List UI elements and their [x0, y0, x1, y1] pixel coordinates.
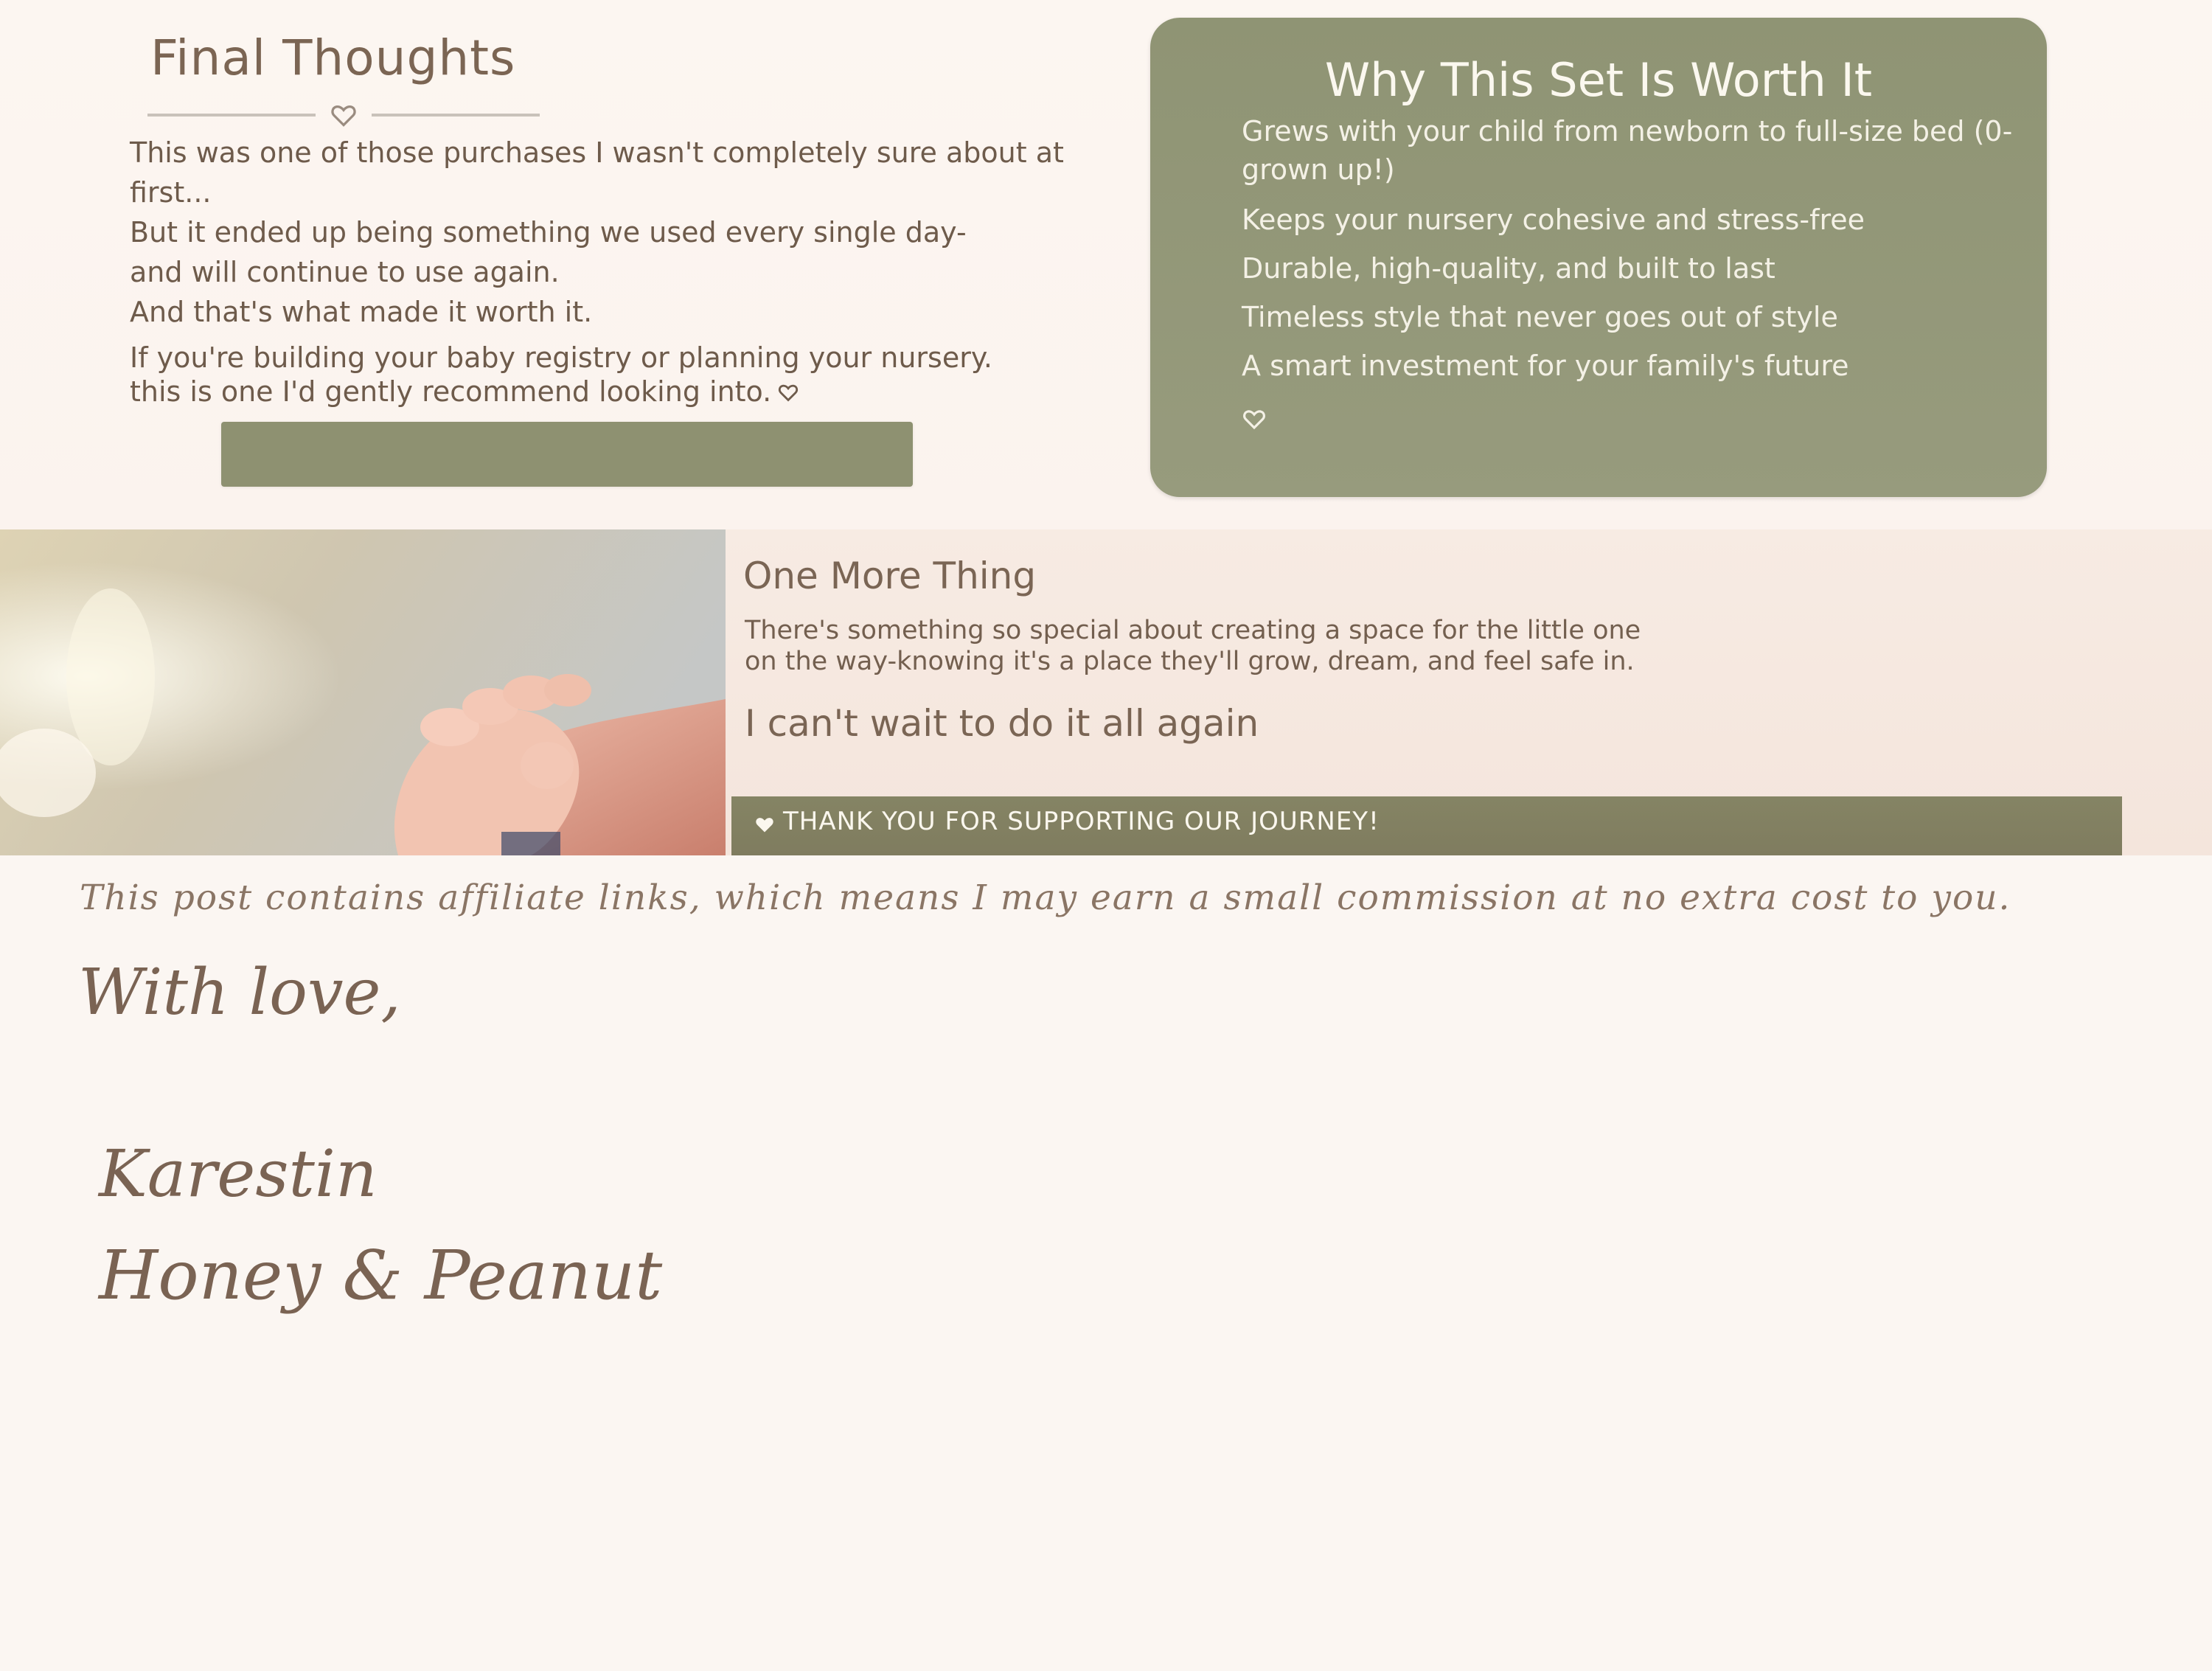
thank-you-text: THANK YOU FOR SUPPORTING OUR JOURNEY!	[783, 807, 1380, 836]
heart-outline-icon	[777, 382, 799, 403]
final-thoughts-paragraph: and will continue to use again.	[130, 256, 560, 288]
final-thoughts-paragraph: this is one I'd gently recommend looking into.	[130, 375, 772, 408]
worth-it-title: Why This Set Is Worth It	[1324, 53, 1873, 107]
sign-off: With love,	[78, 956, 401, 1029]
worth-it-card	[1150, 18, 2047, 497]
heart-filled-icon	[754, 814, 776, 835]
author-signature: Karestin	[99, 1136, 378, 1212]
list-item: A smart investment for your family's future	[1242, 350, 1849, 382]
final-thoughts-recommend	[130, 375, 1096, 409]
one-more-thing-body	[745, 615, 1703, 677]
heart-outline-icon	[330, 102, 357, 128]
baby-hand-photo	[0, 529, 726, 855]
list-item: Durable, high-quality, and built to last	[1242, 252, 1775, 285]
final-thoughts-title: Final Thoughts	[150, 29, 516, 86]
list-item: Grews with your child from newborn to full-size bed (0-grown up!)	[1242, 115, 2013, 186]
final-thoughts-paragraph: This was one of those purchases I wasn't completely sure about at first...	[130, 136, 1064, 209]
final-thoughts-paragraph: If you're building your baby registry or planning your nursery.	[130, 341, 993, 374]
one-more-thing-line: on the way-knowing it's a place they'll grow, dream, and feel safe in.	[745, 647, 1635, 676]
affiliate-link-button[interactable]	[221, 422, 913, 487]
closing-line: I can't wait to do it all again	[745, 702, 1259, 745]
one-more-thing-line: There's something so special about creating a space for the little one	[745, 616, 1641, 645]
final-thoughts-body	[130, 133, 1096, 409]
heart-outline-icon	[1242, 407, 1267, 431]
brand-signature: Honey & Peanut	[99, 1236, 663, 1315]
affiliate-disclaimer: This post contains affiliate links, which means I may earn a small commission at no extra cost to you.	[80, 878, 2011, 918]
final-thoughts-paragraph: And that's what made it worth it.	[130, 296, 593, 328]
title-divider-left	[147, 114, 316, 117]
list-item: Keeps your nursery cohesive and stress-free	[1242, 204, 1865, 236]
list-item: Timeless style that never goes out of style	[1242, 301, 1838, 333]
final-thoughts-paragraph: But it ended up being something we used every single day-	[130, 216, 967, 249]
worth-it-list	[1242, 112, 2023, 395]
one-more-thing-title: One More Thing	[743, 555, 1037, 597]
title-divider-right	[372, 114, 540, 117]
